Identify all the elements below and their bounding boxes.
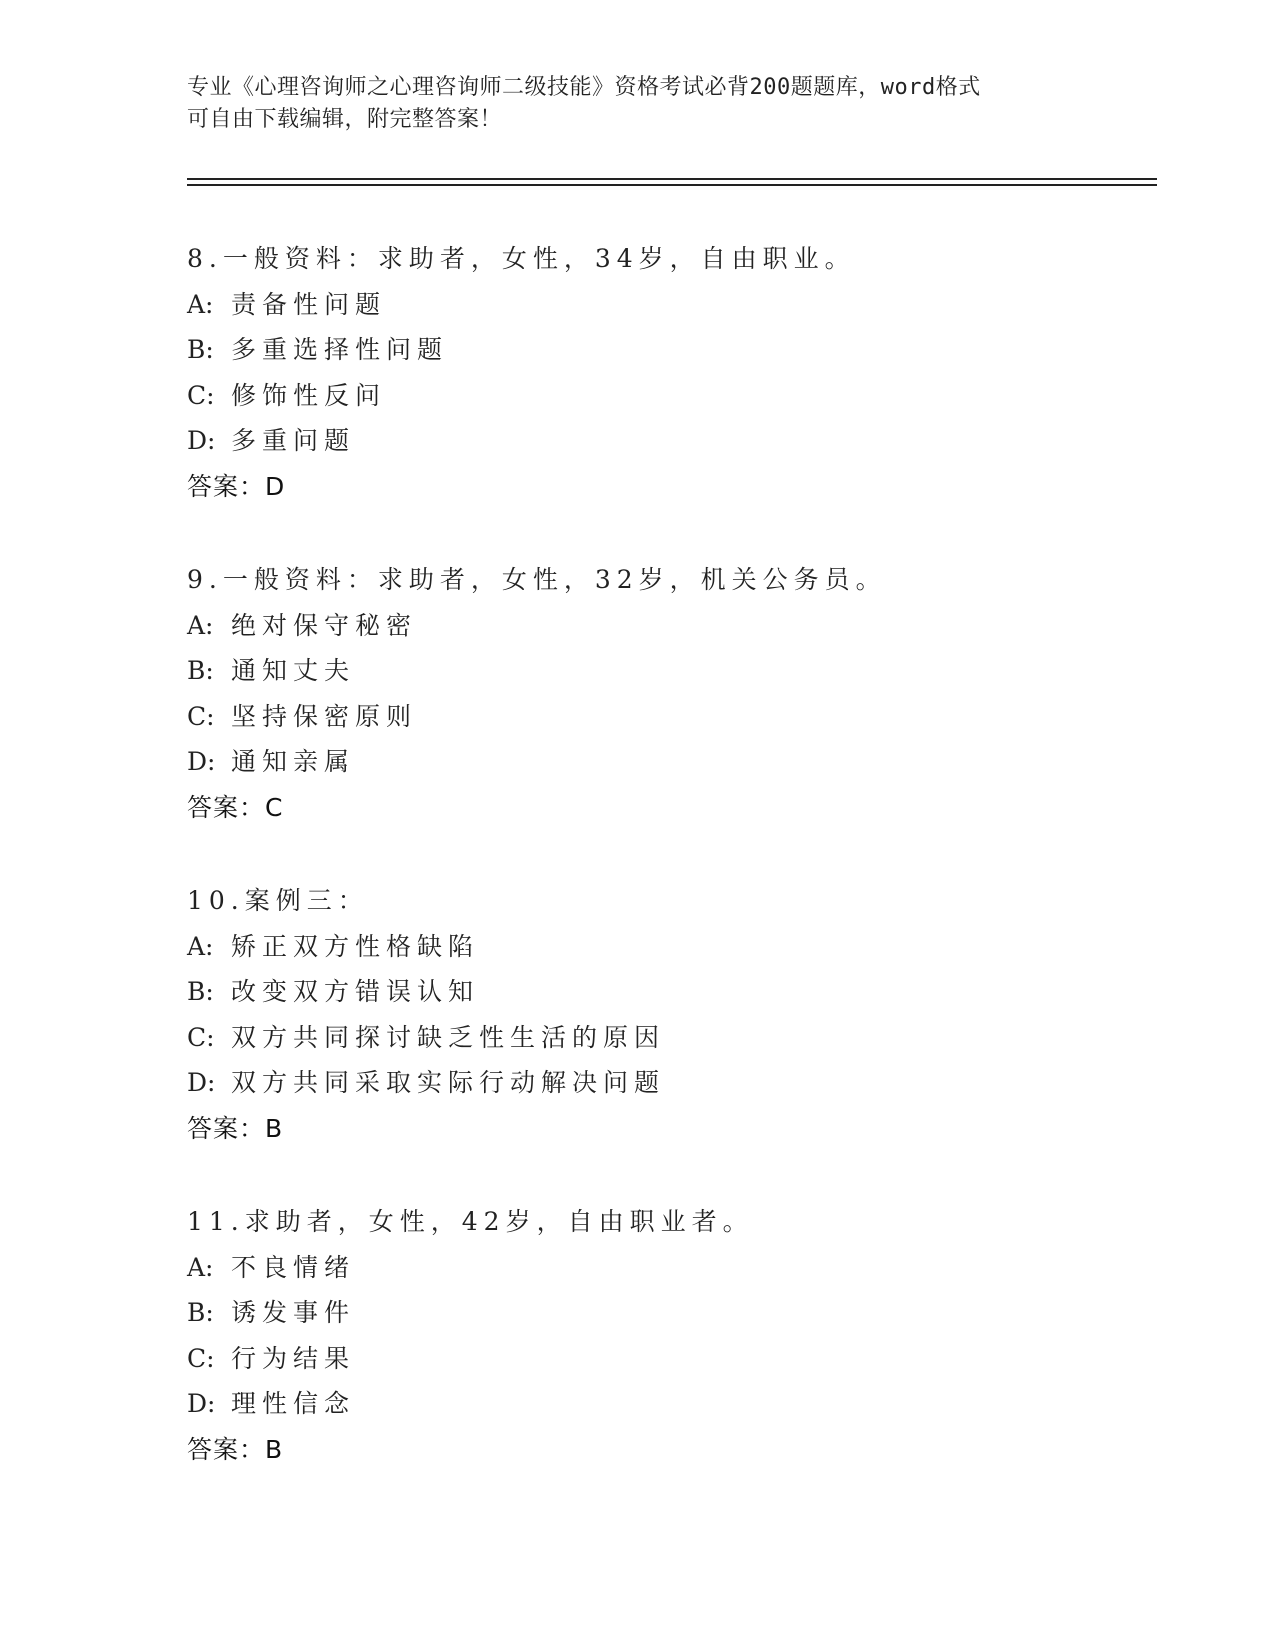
option-letter: C: (187, 380, 215, 410)
option-letter: D: (187, 426, 216, 455)
option-c (187, 1336, 1137, 1382)
option-letter: D: (187, 1068, 216, 1097)
header-divider-top (187, 178, 1157, 180)
question-stem: 11.求助者，女性，42岁，自由职业者。 (187, 1207, 754, 1236)
option-a (187, 924, 1137, 970)
option-text: 理性信念 (231, 1389, 356, 1418)
question-9 (187, 557, 1137, 830)
option-a (187, 1245, 1137, 1291)
option-a (187, 603, 1137, 649)
header-line-1: 专业《心理咨询师之心理咨询师二级技能》资格考试必背200题题库，word格式 (187, 75, 981, 100)
answer-line: 答案：B (187, 1434, 284, 1464)
question-stem: 9.一般资料：求助者，女性，32岁，机关公务员。 (187, 565, 887, 594)
option-d (187, 418, 1137, 464)
option-letter: D: (187, 1389, 216, 1418)
option-letter: A: (187, 1252, 214, 1282)
option-c (187, 694, 1137, 740)
option-letter: D: (187, 747, 216, 776)
question-8 (187, 236, 1137, 509)
option-c (187, 373, 1137, 419)
option-letter: B: (187, 977, 214, 1006)
option-letter: C: (187, 701, 215, 731)
option-c (187, 1015, 1137, 1061)
option-letter: C: (187, 1022, 215, 1052)
question-stem: 10.案例三： (187, 886, 369, 915)
option-b (187, 969, 1137, 1015)
question-10 (187, 878, 1137, 1151)
option-a (187, 282, 1137, 328)
document-header (187, 72, 1087, 136)
question-11 (187, 1199, 1137, 1472)
option-letter: B: (187, 1298, 214, 1327)
option-d (187, 1060, 1137, 1106)
option-text: 改变双方错误认知 (231, 977, 480, 1006)
option-text: 诱发事件 (231, 1298, 356, 1327)
option-b (187, 327, 1137, 373)
answer-line: 答案：D (187, 471, 286, 501)
option-d (187, 739, 1137, 785)
option-letter: A: (187, 931, 214, 961)
option-text: 修饰性反问 (231, 380, 387, 410)
header-divider-bottom (187, 184, 1157, 186)
option-letter: B: (187, 335, 214, 364)
option-text: 双方共同采取实际行动解决问题 (231, 1068, 666, 1097)
header-line-2: 可自由下载编辑，附完整答案！ (187, 107, 503, 132)
option-text: 绝对保守秘密 (231, 610, 418, 640)
option-text: 不良情绪 (231, 1252, 356, 1282)
answer-line: 答案：B (187, 1113, 284, 1143)
option-b (187, 1290, 1137, 1336)
answer-line: 答案：C (187, 792, 284, 822)
option-text: 通知亲属 (231, 747, 356, 776)
option-b (187, 648, 1137, 694)
option-text: 多重问题 (231, 426, 356, 455)
question-list (187, 236, 1137, 1520)
option-letter: A: (187, 289, 214, 319)
option-text: 责备性问题 (231, 289, 387, 319)
option-text: 矫正双方性格缺陷 (231, 931, 480, 961)
option-text: 多重选择性问题 (231, 335, 449, 364)
option-text: 坚持保密原则 (231, 701, 418, 731)
option-letter: B: (187, 656, 214, 685)
option-text: 通知丈夫 (231, 656, 356, 685)
option-d (187, 1381, 1137, 1427)
option-letter: C: (187, 1343, 215, 1373)
question-stem: 8.一般资料：求助者，女性，34岁，自由职业。 (187, 244, 856, 273)
option-letter: A: (187, 610, 214, 640)
option-text: 行为结果 (231, 1343, 356, 1373)
option-text: 双方共同探讨缺乏性生活的原因 (231, 1022, 666, 1052)
